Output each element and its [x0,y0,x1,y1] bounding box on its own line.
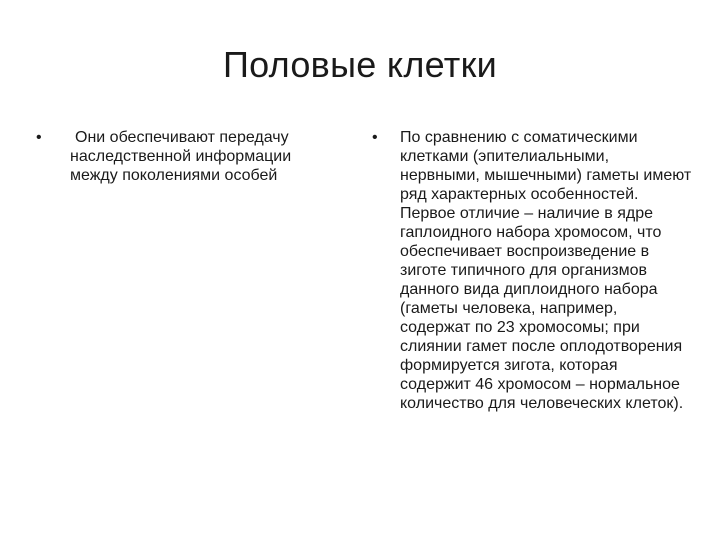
right-bullet-text: По сравнению с соматическими клетками (эпителиальными, нервными, мышечными) гаметы имеют ряд характерных особенностей. Первое отличие – наличие в ядре гаплоидного набора хромосом, что обеспечивает воспроизведение в зиготе типичного для организмов данного вида диплоидного набора (гаметы человека, например, содержат по 23 хромосомы; при слиянии гамет после оплодотворения формируется зигота, которая содержит 46 хромосом – нормальное количество для человеческих клеток). [400,129,692,412]
left-bullet-text: Они обеспечивают передачу наследственной информации между поколениями особей [70,129,292,184]
bullet-item [36,128,336,185]
bullet-dot-icon: • [36,129,42,146]
left-column [36,128,336,185]
bullet-item [372,128,692,413]
slide-title: Половые клетки [222,44,498,85]
right-column [372,128,692,413]
bullet-dot-icon: • [372,129,378,146]
